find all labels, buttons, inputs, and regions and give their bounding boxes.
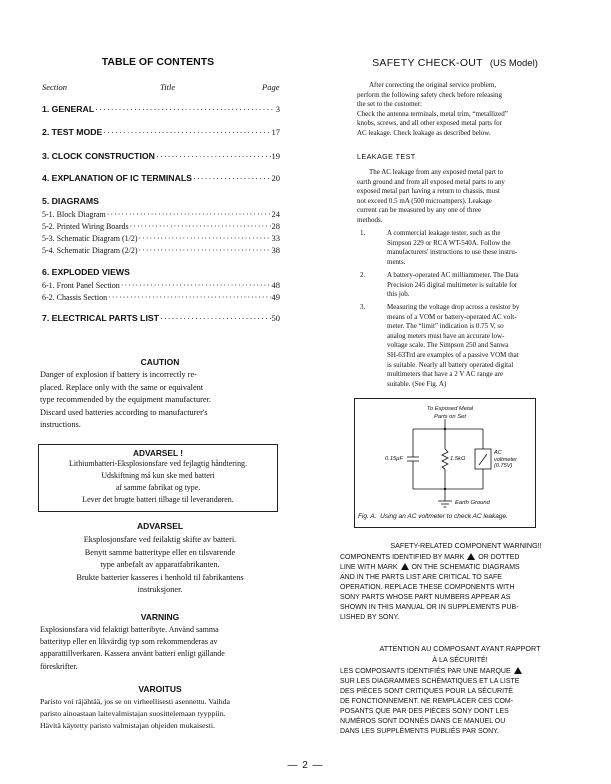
safety-checkout-title: SAFETY CHECK-OUT (US Model) (372, 57, 538, 69)
advarsel-text: Eksplosjonsfare ved feilaktig skifte av batteri. Benytt samme batteritype eller en tilsvarende type anbefalt av apparatfabrikanten. Brukte batterier kasseres i henhold til fabrikantens instruksjoner. (76, 535, 244, 595)
attention-text: LES COMPOSANTS IDENTIFIÉS PAR UNE MARQUE SUR LES DIAGRAMMES SCHÉMATIQUES ET LA LISTE DES PIÈCES SONT CRITIQUES POUR LA SÉCURITÉ DE FONCTIONNEMENT. NE REMPLACER CES COM- POSANTS QUE PAR DES PIÈCES SONY DONT LES NUMÉROS SONT DONNÉS DANS CE MANUEL OU DANS LES SUPPLÉMENTS PUBLIÉS PAR SONY. (340, 667, 580, 737)
toc-entry-clock[interactable]: 3. CLOCK CONSTRUCTION ····· 19 (42, 151, 280, 161)
advarsel-box-title: ADVARSEL ! (133, 448, 183, 458)
safety-intro: After correcting the original service problem, perform the following safety check before releasing the set to the customer: Check the antenna terminals, metal trim, “metallized” knobs, screws, and all other exposed metal parts for AC leakage. Check leakage as described below. (357, 81, 508, 137)
toc-entry-front-panel[interactable]: 6-1. Front Panel Section ····· 48 (42, 280, 280, 290)
method-3: 3. Measuring the voltage drop across a resistor by means of a VOM or battery-operated AC volt- meter. The “limit” indication is 0.75 V, so analog meters must have an accurate low- voltage scale. The Simpson 250 and Sanwa SH-63Trd are examples of a passive VOM that is suitable. Nearly all battery operated digital multimeters that have a 2 V AC range are suitable. (See Fig. A) (360, 303, 520, 388)
advarsel-box (38, 444, 278, 512)
warning-mark-icon (401, 563, 409, 570)
warning-mark-icon (514, 667, 522, 674)
toc-entry-parts-list[interactable]: 7. ELECTRICAL PARTS LIST ····· 50 (42, 313, 280, 323)
toc-entry-ic-terminals[interactable]: 4. EXPLANATION OF IC TERMINALS ····· 20 (42, 173, 280, 183)
advarsel-title: ADVARSEL (136, 521, 184, 531)
varning-text: Explosionsfara vid felaktigt batteribyte. Använd samma batterityp eller en likvärdig typ som rekommenderas av apparattillverkaren. Kassera använt batteri enligt gällande föreskrifter. (40, 625, 225, 671)
figure-a-frame (354, 398, 536, 528)
figure-ground-label: Earth Ground (455, 500, 490, 506)
warning-mark-icon (467, 553, 475, 560)
toc-entry-general[interactable]: 1. GENERAL ····· 3 (42, 104, 280, 114)
method-2: 2. A battery-operated AC milliammeter. The Data Precision 245 digital multimeter is suitable for this job. (360, 271, 519, 299)
toc-title: TABLE OF CONTENTS (101, 56, 215, 68)
toc-section-exploded[interactable]: 6. EXPLODED VIEWS (42, 267, 130, 277)
figure-resistor-label: 1.5kΩ (450, 456, 466, 462)
leakage-test-text: The AC leakage from any exposed metal part to earth ground and from all exposed metal parts to any exposed metal part having a return to chassis, must not exceed 0.5 mA (500 microampers). Leakage current can be measured by any one of three methods. (357, 168, 505, 224)
toc-entry-block-diagram[interactable]: 5-1. Block Diagram ····· 24 (42, 209, 280, 219)
figure-caption: Fig. A. Using an AC voltmeter to check AC leakage. (358, 513, 508, 520)
method-1: 1. A commercial leakage tester, such as the Simpson 229 or RCA WT-540A. Follow the manufacturers' instructions to use these instru- ments. (360, 229, 518, 266)
toc-entry-schematic-2[interactable]: 5-4. Schematic Diagram (2/2) ····· 38 (42, 245, 280, 255)
varoitus-text: Paristo voi räjähtää, jos se on virheellisesti asennettu. Vaihda paristo ainoastaan laitevalmistajan suosittelemaan tyyppiin. Hävitä käytetty paristo valmistajan ohjeiden mukaisesti. (40, 697, 230, 731)
toc-entry-test-mode[interactable]: 2. TEST MODE ····· 17 (42, 127, 280, 137)
advarsel-box-text: Lithiumbatteri-Eksplosionsfare ved fejlagtig håndtering. Udskiftning må kun ske med batteri af samme fabrikat og type. Lever det brugte batteri tilbage til leverandøren. (69, 459, 247, 504)
toc-entry-schematic-1[interactable]: 5-3. Schematic Diagram (1/2) ····· 33 (42, 233, 280, 243)
toc-col-title: Title (160, 82, 176, 92)
caution-text: Danger of explosion if battery is incorrectly re- placed. Replace only with the same or equivalent type recommended by the equipment manufacturer. Discard used batteries according to manufacturer's instructions. (40, 370, 211, 430)
toc-section-diagrams[interactable]: 5. DIAGRAMS (42, 196, 99, 206)
toc-entry-chassis[interactable]: 6-2. Chassis Section ····· 49 (42, 292, 280, 302)
page-number: — 2 — (287, 760, 324, 771)
safety-related-title: SAFETY-RELATED COMPONENT WARNING!! (390, 541, 542, 550)
varning-title: VARNING (140, 612, 180, 622)
caution-title: CAUTION (140, 357, 180, 367)
figure-exposed-label: To Exposed Metal Parts on Set (426, 406, 474, 420)
toc-entry-printed-wiring[interactable]: 5-2. Printed Wiring Boards ····· 28 (42, 221, 280, 231)
figure-capacitor-label: 0.15μF (385, 456, 403, 462)
leakage-test-title: LEAKAGE TEST (357, 152, 416, 161)
varoitus-title: VAROITUS (138, 684, 182, 694)
attention-title: ATTENTION AU COMPOSANT AYANT RAPPORT À LA SÉCURITÉ! (379, 644, 541, 664)
safety-related-text: COMPONENTS IDENTIFIED BY MARK OR DOTTED LINE WITH MARK ON THE SCHEMATIC DIAGRAMS AND IN THE PARTS LIST ARE CRITICAL TO SAFE OPERATION. REPLACE THESE COMPONENTS WITH SONY PARTS WHOSE PART NUMBERS APPEAR AS SHOWN IN THIS MANUAL OR IN SUPPLEMENTS PUB- LISHED BY SONY. (340, 554, 520, 621)
toc-col-page: Page (262, 82, 280, 92)
figure-voltmeter-label: AC voltmeter (0.75V) (494, 450, 518, 469)
toc-col-section: Section (42, 82, 68, 92)
